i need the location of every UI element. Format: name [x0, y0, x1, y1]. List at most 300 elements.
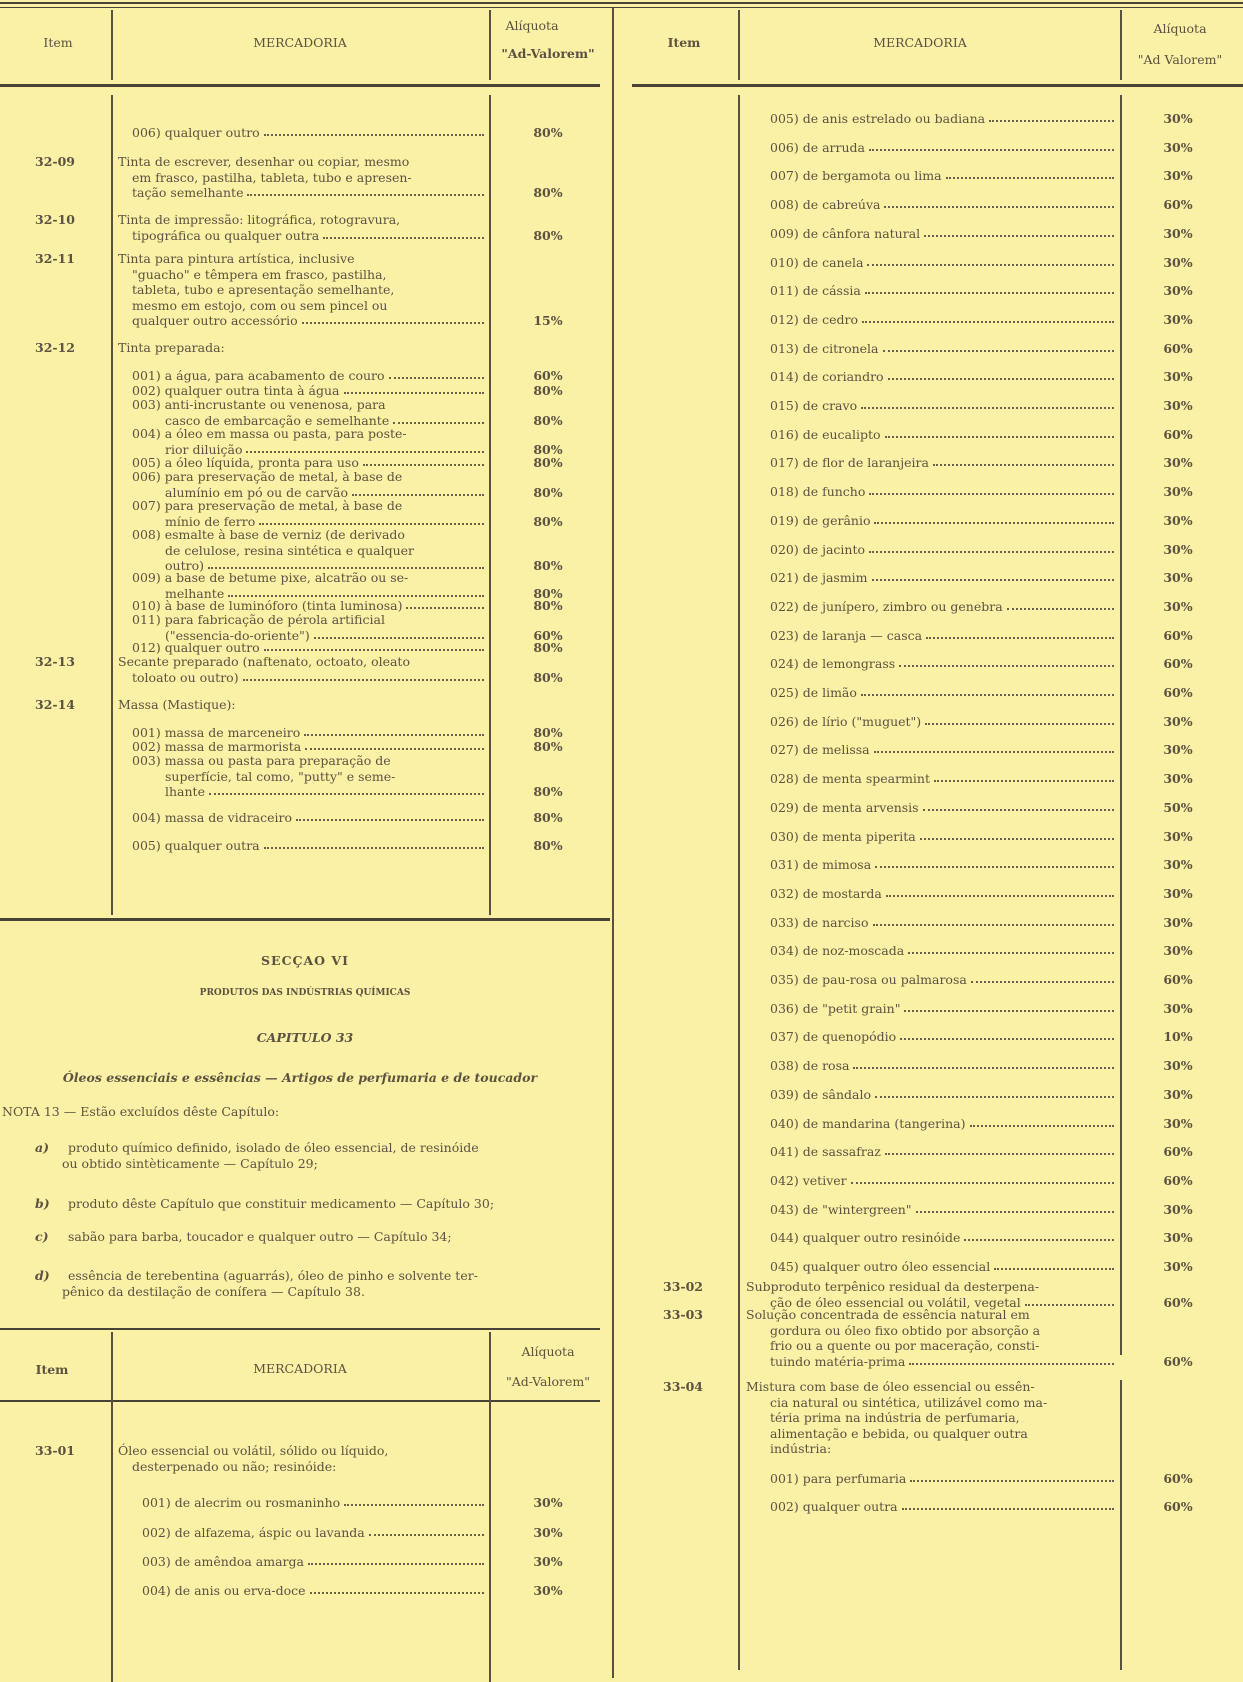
- line-text: ção de óleo essencial ou volátil, vegetal: [770, 1294, 1021, 1310]
- aliquota-value: 30%: [1163, 1230, 1193, 1245]
- mercadoria-line: [118, 697, 486, 712]
- aliquota-value: 30%: [1163, 1087, 1193, 1102]
- aliquota-value: 80%: [533, 484, 563, 500]
- mercadoria-line: [770, 886, 1116, 901]
- mercadoria-line: [770, 599, 1116, 614]
- mercadoria-line: [132, 455, 486, 470]
- mercadoria-line: [746, 1279, 1116, 1294]
- mercadoria-line: [770, 771, 1116, 786]
- mercadoria-line: [132, 228, 486, 243]
- dot-leader: [925, 714, 1114, 725]
- aliquota-value: 60%: [1163, 197, 1193, 212]
- mercadoria-line: [132, 527, 486, 542]
- item-code: 33-01: [35, 1443, 75, 1458]
- aliquota-value: 80%: [533, 838, 563, 853]
- mercadoria-line: [770, 685, 1116, 700]
- line-text: gordura ou óleo fixo obtido por absorção a: [770, 1322, 1041, 1338]
- line-text: qualquer outro accessório: [132, 313, 298, 328]
- mercadoria-line: [770, 972, 1116, 987]
- line-text: 020) de jacinto: [770, 542, 866, 557]
- mercadoria-line: [142, 1495, 486, 1510]
- mercadoria-line: [770, 168, 1116, 183]
- line-text: Massa (Mastique):: [118, 697, 236, 712]
- mercadoria-line: [132, 838, 486, 853]
- line-text: 043) de "wintergreen": [770, 1202, 912, 1217]
- aliquota-value: 80%: [533, 585, 563, 601]
- line-text: mesmo em estojo, com ou sem pincel ou: [132, 297, 388, 313]
- column-divider: [612, 8, 614, 1678]
- line-text: cia natural ou sintética, utilizável como ma-: [770, 1394, 1048, 1410]
- mercadoria-line: [132, 397, 486, 412]
- line-text: mínio de ferro: [165, 513, 256, 529]
- header-mercadoria: MERCADORIA: [253, 35, 347, 50]
- line-text: superfície, tal como, "putty" e seme-: [165, 768, 396, 784]
- bottom-header-rule: [0, 1400, 600, 1402]
- line-text: 024) de lemongrass: [770, 656, 896, 671]
- mercadoria-line: [132, 469, 486, 484]
- dot-leader: [1025, 1295, 1114, 1306]
- right-rate-rule: [1120, 1380, 1122, 1670]
- dot-leader: [964, 1230, 1114, 1241]
- line-text: 007) de bergamota ou lima: [770, 168, 942, 183]
- aliquota-value: 60%: [1163, 427, 1193, 442]
- aliquota-value: 30%: [1163, 226, 1193, 241]
- item-code: 33-03: [663, 1307, 703, 1322]
- note-text: sabão para barba, toucador e qualquer outro — Capítulo 34;: [68, 1229, 452, 1244]
- mercadoria-line: [770, 398, 1116, 413]
- mercadoria-line: [770, 800, 1116, 815]
- mercadoria-line: [132, 282, 486, 297]
- mercadoria-line: [770, 1426, 1116, 1441]
- aliquota-value: 30%: [1163, 943, 1193, 958]
- line-text: 017) de flor de laranjeira: [770, 455, 929, 470]
- line-text: 023) de laranja — casca: [770, 628, 923, 643]
- aliquota-value: 60%: [1163, 1144, 1193, 1159]
- mercadoria-line: [770, 1001, 1116, 1016]
- right-item-rule: [738, 95, 740, 1670]
- line-text: 002) de alfazema, áspic ou lavanda: [142, 1525, 365, 1540]
- mercadoria-line: [132, 640, 486, 655]
- mercadoria-line: [142, 1554, 486, 1569]
- note-text: produto dêste Capítulo que constituir medicamento — Capítulo 30;: [68, 1196, 495, 1211]
- mercadoria-line: [770, 628, 1116, 643]
- line-text: "guacho" e têmpera em frasco, pastilha,: [132, 266, 387, 282]
- mercadoria-line: [142, 1525, 486, 1540]
- dot-leader: [886, 886, 1114, 897]
- header-mercadoria: MERCADORIA: [253, 1361, 347, 1376]
- header-aliquota: Alíquota: [521, 1344, 575, 1359]
- dot-leader: [352, 485, 484, 496]
- line-text: Solução concentrada de essência natural em: [746, 1307, 1030, 1322]
- aliquota-value: 30%: [1163, 915, 1193, 930]
- line-text: 040) de mandarina (tangerina): [770, 1116, 966, 1131]
- aliquota-value: 30%: [1163, 714, 1193, 729]
- line-text: casco de embarcação e semelhante: [165, 412, 390, 428]
- note-label: c): [35, 1229, 49, 1244]
- mercadoria-line: [770, 111, 1116, 126]
- dot-leader: [869, 542, 1114, 553]
- mercadoria-line: [118, 251, 486, 266]
- aliquota-value: 30%: [533, 1525, 563, 1540]
- line-text: 006) qualquer outro: [132, 125, 260, 140]
- aliquota-value: 30%: [1163, 513, 1193, 528]
- mercadoria-line: [746, 1307, 1116, 1322]
- mercadoria-line: [132, 267, 486, 282]
- aliquota-value: 15%: [533, 313, 563, 328]
- line-text: 003) massa ou pasta para preparação de: [132, 753, 391, 768]
- line-text: 004) a óleo em massa ou pasta, para poste-: [132, 426, 407, 441]
- mercadoria-line: [770, 1173, 1116, 1188]
- top-rule-thin: [0, 7, 1243, 8]
- item-code: 32-13: [35, 654, 75, 669]
- aliquota-value: 80%: [533, 227, 563, 243]
- line-text: frio ou a quente ou por maceração, consti-: [770, 1338, 1040, 1353]
- line-text: Tinta de impressão: litográfica, rotogravura,: [118, 212, 401, 227]
- mercadoria-line: [132, 725, 486, 740]
- aliquota-value: 30%: [1163, 111, 1193, 126]
- dot-leader: [861, 398, 1114, 409]
- line-text: 001) a água, para acabamento de couro: [132, 368, 385, 383]
- dot-leader: [989, 111, 1114, 122]
- section-rule: [0, 918, 610, 921]
- mercadoria-line: [770, 542, 1116, 557]
- mercadoria-line: [132, 739, 486, 754]
- line-text: 005) de anis estrelado ou badiana: [770, 111, 986, 126]
- dot-leader: [874, 513, 1114, 524]
- line-text: 004) de anis ou erva-doce: [142, 1583, 306, 1598]
- dot-leader: [869, 140, 1114, 151]
- line-text: 011) de cássia: [770, 283, 861, 298]
- dot-leader: [208, 558, 484, 569]
- mercadoria-line: [165, 543, 486, 558]
- line-text: tuindo matéria-prima: [770, 1353, 906, 1369]
- line-text: Tinta para pintura artística, inclusive: [118, 251, 355, 266]
- mercadoria-line: [770, 427, 1116, 442]
- line-text: 005) a óleo líquida, pronta para uso: [132, 455, 359, 470]
- line-text: 005) qualquer outra: [132, 838, 260, 853]
- dot-leader: [363, 455, 484, 466]
- aliquota-value: 50%: [1163, 800, 1193, 815]
- line-text: Óleo essencial ou volátil, sólido ou líquido,: [118, 1443, 389, 1458]
- line-text: 039) de sândalo: [770, 1087, 871, 1102]
- dot-leader: [900, 1029, 1114, 1040]
- dot-leader: [923, 800, 1114, 811]
- aliquota-value: 80%: [533, 739, 563, 754]
- line-text: 031) de mimosa: [770, 857, 872, 872]
- dot-leader: [875, 1087, 1114, 1098]
- aliquota-value: 10%: [1163, 1029, 1193, 1044]
- mercadoria-line: [770, 312, 1116, 327]
- aliquota-value: 30%: [1163, 312, 1193, 327]
- mercadoria-line: [165, 784, 486, 799]
- dot-leader: [885, 427, 1114, 438]
- dot-leader: [247, 185, 484, 196]
- aliquota-value: 60%: [1163, 1471, 1193, 1486]
- mercadoria-line: [132, 753, 486, 768]
- dot-leader: [885, 1144, 1114, 1155]
- dot-leader: [872, 570, 1114, 581]
- aliquota-value: 60%: [1163, 1173, 1193, 1188]
- aliquota-value: 30%: [1163, 742, 1193, 757]
- item-code: 32-10: [35, 212, 75, 227]
- dot-leader: [934, 771, 1114, 782]
- aliquota-value: 60%: [1163, 656, 1193, 671]
- mercadoria-line: [132, 125, 486, 140]
- dot-leader: [908, 943, 1114, 954]
- dot-leader: [888, 369, 1114, 380]
- dot-leader: [909, 1354, 1114, 1365]
- mercadoria-line: [770, 513, 1116, 528]
- dot-leader: [899, 656, 1114, 667]
- aliquota-value: 80%: [533, 185, 563, 200]
- header-rule-right: [632, 84, 1243, 87]
- left-item-rule: [111, 10, 113, 80]
- left-rate-rule: [489, 10, 491, 80]
- aliquota-value: 30%: [1163, 283, 1193, 298]
- mercadoria-line: [165, 769, 486, 784]
- mercadoria-line: [118, 340, 486, 355]
- line-text: 009) de cânfora natural: [770, 226, 921, 241]
- line-text: 001) para perfumaria: [770, 1471, 907, 1486]
- line-text: 003) de amêndoa amarga: [142, 1554, 304, 1569]
- left-item-rule: [111, 95, 113, 915]
- header-aliquota: Alíquota: [1153, 21, 1207, 36]
- dot-leader: [369, 1525, 484, 1536]
- mercadoria-line: [118, 654, 486, 669]
- line-text: indústria:: [770, 1441, 832, 1456]
- aliquota-value: 30%: [1163, 857, 1193, 872]
- line-text: ("essencia-do-oriente"): [165, 627, 310, 643]
- left-rate-rule: [489, 95, 491, 915]
- mercadoria-line: [132, 498, 486, 513]
- dot-leader: [246, 442, 484, 453]
- header-ad-valorem: "Ad-Valorem": [506, 1374, 590, 1389]
- dot-leader: [264, 838, 484, 849]
- line-text: 029) de menta arvensis: [770, 800, 919, 815]
- dot-leader: [994, 1259, 1114, 1270]
- line-text: 035) de pau-rosa ou palmarosa: [770, 972, 967, 987]
- mercadoria-line: [770, 1499, 1116, 1514]
- aliquota-value: 30%: [533, 1583, 563, 1598]
- right-item-rule: [738, 10, 740, 80]
- dot-leader: [904, 1001, 1114, 1012]
- dot-leader: [344, 1495, 484, 1506]
- mercadoria-line: [770, 570, 1116, 585]
- dot-leader: [243, 670, 484, 681]
- line-text: Mistura com base de óleo essencial ou essên-: [746, 1379, 1035, 1394]
- aliquota-value: 30%: [1163, 1001, 1193, 1016]
- line-text: 041) de sassafraz: [770, 1144, 881, 1159]
- mercadoria-line: [118, 154, 486, 169]
- note-label: a): [35, 1140, 50, 1155]
- right-rate-rule: [1120, 95, 1122, 1355]
- dot-leader: [875, 857, 1114, 868]
- section-title: SECÇAO VI: [261, 953, 349, 968]
- mercadoria-line: [770, 369, 1116, 384]
- dot-leader: [946, 168, 1114, 179]
- line-text: em frasco, pastilha, tableta, tubo e apresen-: [132, 169, 412, 185]
- line-text: 028) de menta spearmint: [770, 771, 930, 786]
- dot-leader: [406, 598, 484, 609]
- mercadoria-line: [770, 857, 1116, 872]
- dot-leader: [393, 413, 484, 424]
- mercadoria-line: [770, 1116, 1116, 1131]
- header-ad-valorem: "Ad Valorem": [1137, 52, 1223, 67]
- mercadoria-line: [770, 197, 1116, 212]
- dot-leader: [305, 739, 484, 750]
- line-text: 014) de coriandro: [770, 369, 884, 384]
- dot-leader: [264, 640, 484, 651]
- bottom-rate-rule: [489, 1332, 491, 1682]
- note-text: produto químico definido, isolado de óleo essencial, de resinóide: [68, 1140, 479, 1155]
- mercadoria-line: [770, 1354, 1116, 1369]
- dot-leader: [323, 228, 484, 239]
- dot-leader: [865, 283, 1114, 294]
- mercadoria-line: [118, 1443, 486, 1458]
- aliquota-value: 30%: [1163, 369, 1193, 384]
- line-text: de celulose, resina sintética e qualquer: [165, 542, 414, 558]
- dot-leader: [259, 514, 484, 525]
- mercadoria-line: [770, 1338, 1116, 1353]
- aliquota-value: 30%: [1163, 886, 1193, 901]
- mercadoria-line: [770, 1259, 1116, 1274]
- dot-leader: [869, 484, 1114, 495]
- line-text: 019) de gerânio: [770, 513, 871, 528]
- aliquota-value: 30%: [1163, 1202, 1193, 1217]
- mercadoria-line: [770, 915, 1116, 930]
- line-text: 012) de cedro: [770, 312, 858, 327]
- dot-leader: [209, 784, 484, 795]
- note-intro: NOTA 13 — Estão excluídos dêste Capítulo:: [2, 1104, 280, 1119]
- line-text: 008) esmalte à base de verniz (de derivado: [132, 527, 405, 542]
- line-text: toloato ou outro): [132, 669, 239, 685]
- dot-leader: [344, 383, 484, 394]
- aliquota-value: 30%: [1163, 570, 1193, 585]
- note-text: pênico da destilação de conífera — Capítulo 38.: [62, 1284, 365, 1299]
- mercadoria-line: [770, 1029, 1116, 1044]
- chapter-heading: CAPITULO 33: [256, 1030, 354, 1045]
- note-label: d): [35, 1268, 50, 1283]
- dot-leader: [916, 1202, 1114, 1213]
- line-text: rior diluição: [165, 441, 243, 457]
- item-code: 33-04: [663, 1379, 703, 1394]
- dot-leader: [853, 1058, 1114, 1069]
- aliquota-value: 80%: [533, 383, 563, 398]
- aliquota-value: 60%: [1163, 972, 1193, 987]
- dot-leader: [883, 341, 1114, 352]
- line-text: 012) qualquer outro: [132, 640, 260, 655]
- line-text: Secante preparado (naftenato, octoato, oleato: [118, 654, 410, 669]
- aliquota-value: 80%: [533, 810, 563, 825]
- aliquota-value: 30%: [1163, 398, 1193, 413]
- mercadoria-line: [770, 1087, 1116, 1102]
- aliquota-value: 60%: [1163, 628, 1193, 643]
- mercadoria-line: [132, 298, 486, 313]
- mercadoria-line: [132, 1459, 486, 1474]
- line-text: tação semelhante: [132, 185, 244, 200]
- item-code: 32-12: [35, 340, 75, 355]
- line-text: melhante: [165, 585, 225, 601]
- aliquota-value: 30%: [1163, 1259, 1193, 1274]
- line-text: 006) de arruda: [770, 140, 865, 155]
- dot-leader: [1007, 599, 1114, 610]
- mercadoria-line: [770, 140, 1116, 155]
- aliquota-value: 80%: [533, 513, 563, 529]
- mercadoria-line: [770, 341, 1116, 356]
- dot-leader: [851, 1173, 1114, 1184]
- item-code: 33-02: [663, 1279, 703, 1294]
- mercadoria-line: [770, 455, 1116, 470]
- aliquota-value: 60%: [1163, 685, 1193, 700]
- note-label: b): [35, 1196, 50, 1211]
- mercadoria-line: [118, 212, 486, 227]
- line-text: tableta, tubo e apresentação semelhante,: [132, 282, 395, 297]
- mercadoria-line: [132, 185, 486, 200]
- aliquota-value: 80%: [533, 640, 563, 655]
- dot-leader: [884, 197, 1114, 208]
- line-text: 022) de junípero, zimbro ou genebra: [770, 599, 1003, 614]
- dot-leader: [924, 226, 1114, 237]
- aliquota-value: 80%: [533, 784, 563, 799]
- line-text: outro): [165, 558, 204, 573]
- line-text: 001) de alecrim ou rosmaninho: [142, 1495, 341, 1510]
- mercadoria-line: [770, 1323, 1116, 1338]
- mercadoria-line: [132, 383, 486, 398]
- aliquota-value: 60%: [1163, 1353, 1193, 1369]
- mercadoria-line: [746, 1379, 1116, 1394]
- chapter-title: Óleos essenciais e essências — Artigos de perfumaria e de toucador: [62, 1070, 538, 1085]
- mercadoria-line: [770, 829, 1116, 844]
- dot-leader: [910, 1471, 1114, 1482]
- dot-leader: [971, 972, 1114, 983]
- line-text: 018) de funcho: [770, 484, 866, 499]
- dot-leader: [264, 125, 484, 136]
- dot-leader: [862, 312, 1114, 323]
- item-code: 32-11: [35, 251, 75, 266]
- line-text: 002) qualquer outra tinta à água: [132, 383, 340, 398]
- line-text: Tinta preparada:: [118, 340, 225, 355]
- header-ad-valorem: "Ad-Valorem": [501, 46, 595, 61]
- dot-leader: [861, 685, 1114, 696]
- section-subtitle: PRODUTOS DAS INDÚSTRIAS QUÍMICAS: [199, 988, 411, 998]
- dot-leader: [926, 628, 1114, 639]
- aliquota-value: 60%: [533, 627, 563, 643]
- aliquota-value: 30%: [1163, 1116, 1193, 1131]
- mercadoria-line: [770, 1471, 1116, 1486]
- dot-leader: [920, 829, 1114, 840]
- aliquota-value: 80%: [533, 558, 563, 573]
- aliquota-value: 30%: [1163, 455, 1193, 470]
- aliquota-value: 30%: [1163, 599, 1193, 614]
- line-text: 013) de citronela: [770, 341, 879, 356]
- line-text: 004) massa de vidraceiro: [132, 810, 293, 825]
- dot-leader: [933, 455, 1114, 466]
- line-text: 015) de cravo: [770, 398, 858, 413]
- mercadoria-line: [132, 426, 486, 441]
- line-text: 037) de quenopódio: [770, 1029, 897, 1044]
- aliquota-value: 30%: [1163, 255, 1193, 270]
- header-mercadoria: MERCADORIA: [873, 35, 967, 50]
- line-text: 010) de canela: [770, 255, 864, 270]
- dot-leader: [228, 586, 484, 597]
- mercadoria-line: [770, 1441, 1116, 1456]
- header-item: Item: [667, 35, 701, 50]
- aliquota-value: 30%: [1163, 168, 1193, 183]
- mercadoria-line: [132, 570, 486, 585]
- item-code: 32-14: [35, 697, 75, 712]
- top-rule: [0, 2, 1243, 4]
- mercadoria-line: [770, 226, 1116, 241]
